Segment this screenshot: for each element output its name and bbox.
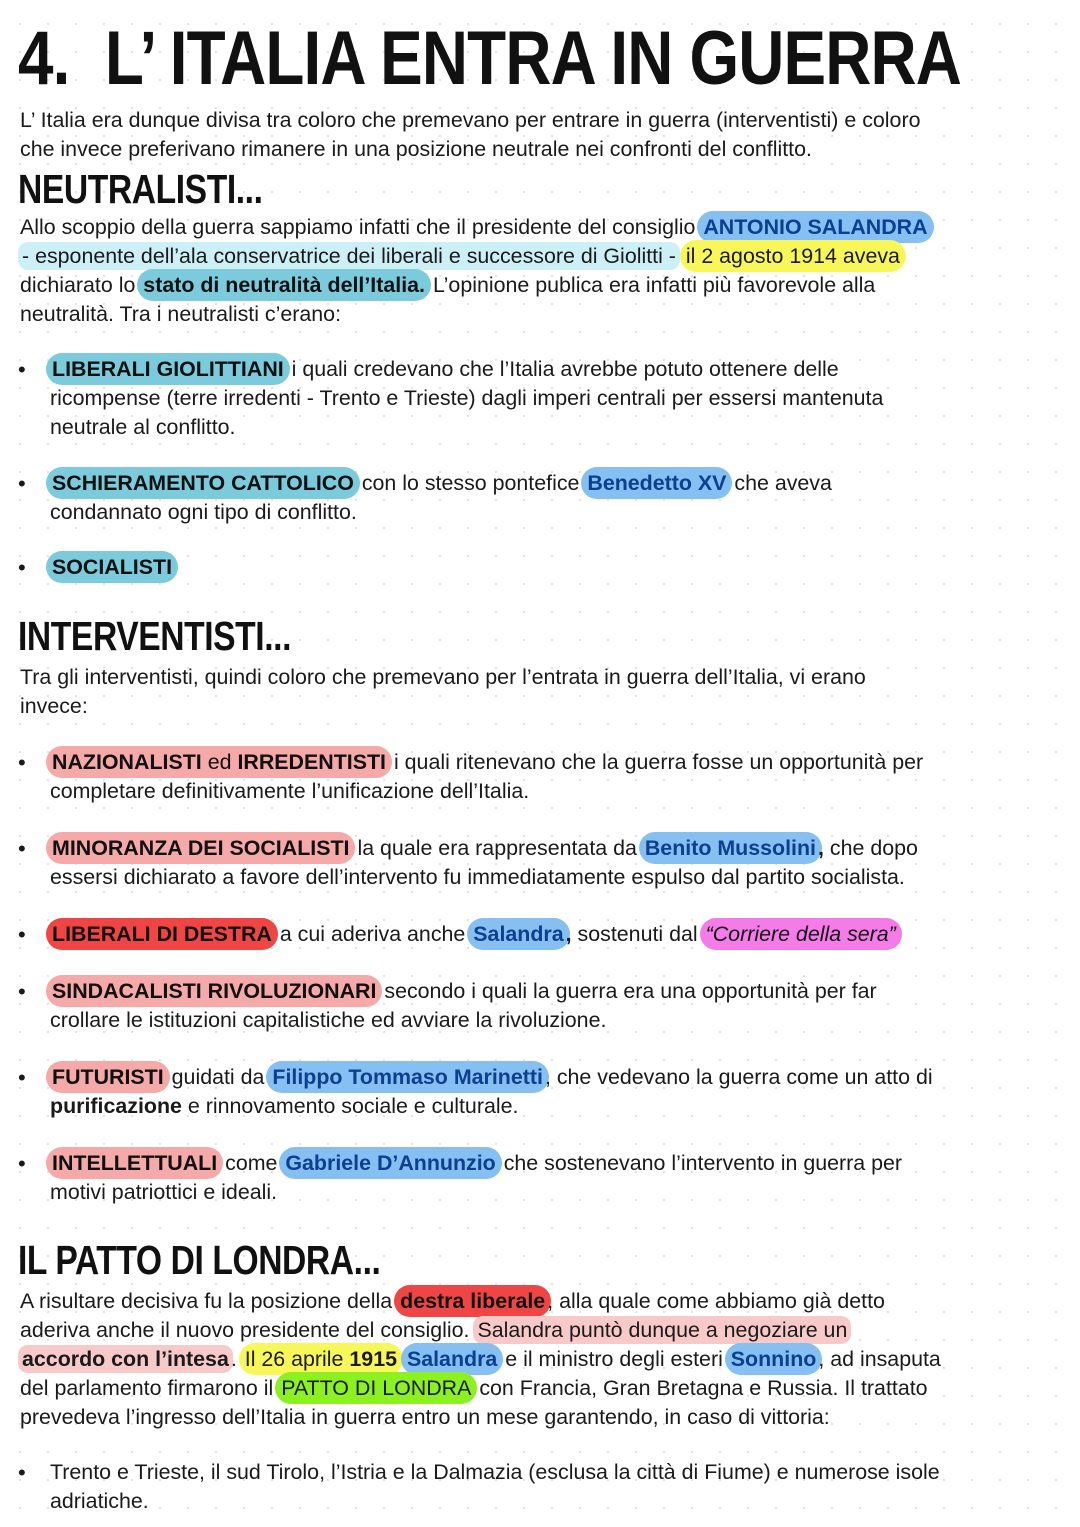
intro-line-2: che invece preferivano rimanere in una posizione neutrale nei confronti del conflitto. (20, 137, 812, 161)
londra-text: . (230, 1347, 237, 1371)
bullet-dot: • (18, 555, 26, 580)
bullet-dot: • (18, 357, 26, 382)
highlight-corriere-della-sera: “Corriere della sera” (700, 918, 902, 950)
bullet-dot: • (18, 922, 26, 947)
bullet-dot: • (18, 1151, 26, 1176)
item-text: motivi patriottici e ideali. (50, 1180, 278, 1204)
item-text: sostenuti dal (577, 922, 698, 946)
highlight-salandra-londra: Salandra (401, 1343, 503, 1375)
highlight-antonio-salandra: ANTONIO SALANDRA (697, 211, 933, 243)
date-year: 1915 (349, 1347, 397, 1371)
label-irredentisti: IRREDENTISTI (237, 750, 386, 774)
item-text: a cui aderiva anche (279, 922, 466, 946)
neutralisti-heading: NEUTRALISTI... (18, 166, 263, 212)
patto-londra-heading: IL PATTO DI LONDRA... (18, 1237, 381, 1283)
item-text: , che vedevano la guerra come un atto di (544, 1065, 933, 1089)
list-item (18, 469, 1060, 527)
intro-paragraph (20, 106, 1070, 164)
highlight-accordo-intesa: accordo con l’intesa (18, 1345, 233, 1373)
neutralisti-paragraph (20, 213, 1070, 329)
highlight-futuristi: FUTURISTI (46, 1061, 170, 1093)
neutralisti-text-3b: L’opinione publica era infatti più favorevole alla (432, 273, 876, 297)
londra-text: e il ministro degli esteri (505, 1347, 723, 1371)
highlight-nazionalisti-irredentisti (46, 746, 392, 778)
item-text: ricompense (terre irredenti - Trento e Trieste) dagli imperi centrali per essersi mantenuta (50, 386, 884, 410)
londra-text: con Francia, Gran Bretagna e Russia. Il trattato (479, 1376, 928, 1400)
londra-text: del parlamento firmarono il (20, 1376, 274, 1400)
item-text: i quali credevano che l’Italia avrebbe potuto ottenere delle (291, 357, 839, 381)
highlight-patto-di-londra: PATTO DI LONDRA (275, 1372, 477, 1404)
highlight-dannunzio: Gabriele D’Annunzio (279, 1147, 501, 1179)
highlight-socialisti: SOCIALISTI (46, 551, 178, 583)
item-text: e rinnovamento sociale e culturale. (187, 1094, 519, 1118)
item-text: secondo i quali la guerra era una opportunità per far (384, 979, 877, 1003)
item-text: neutrale al conflitto. (50, 415, 236, 439)
item-text: essersi dichiarato a favore dell’intervento fu immediatamente espulso dal partito socialista. (50, 865, 905, 889)
londra-text: prevedeva l’ingresso dell’Italia in guerra entro un mese garantendo, in caso di vittoria: (20, 1405, 830, 1429)
highlight-date-1914: il 2 agosto 1914 aveva (680, 240, 906, 272)
londra-text: , ad insaputa (818, 1347, 941, 1371)
title-number: 4. (18, 16, 70, 101)
highlight-destra-liberale: destra liberale (394, 1285, 551, 1317)
list-item (18, 834, 1060, 892)
bullet-dot: • (18, 1460, 26, 1485)
highlight-minoranza-socialisti: MINORANZA DEI SOCIALISTI (46, 832, 355, 864)
label-nazionalisti: NAZIONALISTI (52, 750, 202, 774)
item-text: adriatiche. (50, 1489, 149, 1513)
list-item (18, 355, 1060, 442)
interventisti-paragraph (20, 663, 1070, 721)
label-ed: ed (207, 750, 232, 774)
list-item (18, 1063, 1060, 1121)
title-text: L’ ITALIA ENTRA IN GUERRA (104, 16, 962, 101)
highlight-sindacalisti-rivoluzionari: SINDACALISTI RIVOLUZIONARI (46, 975, 382, 1007)
item-bold-purificazione: purificazione (50, 1094, 182, 1118)
neutralisti-text-1: Allo scoppio della guerra sappiamo infatti che il presidente del consiglio (20, 215, 696, 239)
item-text: guidati da (171, 1065, 265, 1089)
item-text: Trento e Trieste, il sud Tirolo, l’Istria e la Dalmazia (esclusa la città di Fiume) e numerose isole (50, 1460, 940, 1484)
bullet-dot: • (18, 1065, 26, 1090)
interventisti-text-1: Tra gli interventisti, quindi coloro che premevano per l’entrata in guerra dell’Italia, vi erano (20, 665, 866, 689)
item-text: che sostenevano l’intervento in guerra per (503, 1151, 903, 1175)
interventisti-heading: INTERVENTISTI... (18, 613, 292, 659)
intro-line-1: L’ Italia era dunque divisa tra coloro che premevano per entrare in guerra (interventisti) e coloro (20, 108, 921, 132)
highlight-benito-mussolini: Benito Mussolini (639, 832, 822, 864)
item-comma: , (565, 922, 572, 946)
highlight-salandra: Salandra (467, 918, 569, 950)
patto-londra-paragraph (20, 1287, 1070, 1432)
bullet-dot: • (18, 979, 26, 1004)
item-text: completare definitivamente l’unificazione dell’Italia. (50, 779, 530, 803)
highlight-date-1915 (239, 1343, 403, 1375)
item-text: come (225, 1151, 278, 1175)
list-item (18, 977, 1060, 1035)
list-item (18, 920, 1060, 949)
highlight-stato-neutralita: stato di neutralità dell’Italia. (137, 269, 431, 301)
highlight-sonnino: Sonnino (725, 1343, 823, 1375)
highlight-salandra-description: - esponente dell’ala conservatrice dei liberali e successore di Giolitti - (18, 242, 680, 270)
item-text: con lo stesso pontefice (361, 471, 580, 495)
page-title (18, 16, 961, 102)
interventisti-text-2: invece: (20, 694, 88, 718)
highlight-liberali-giolittiani: LIBERALI GIOLITTIANI (46, 353, 290, 385)
item-text: condannato ogni tipo di conflitto. (50, 500, 357, 524)
list-item (18, 553, 1060, 582)
list-item (18, 1149, 1060, 1207)
bullet-dot: • (18, 471, 26, 496)
list-item (18, 1458, 1060, 1516)
highlight-schieramento-cattolico: SCHIERAMENTO CATTOLICO (46, 467, 360, 499)
item-comma: , (818, 836, 824, 860)
item-text: i quali ritenevano che la guerra fosse un opportunità per (393, 750, 924, 774)
item-text: che aveva (734, 471, 832, 495)
highlight-negoziare: Salandra puntò dunque a negoziare un (473, 1316, 851, 1344)
item-text: la quale era rappresentata da (357, 836, 637, 860)
londra-text: , alla quale come abbiamo già detto (547, 1289, 885, 1313)
item-text: crollare le istituzioni capitalistiche ed avviare la rivoluzione. (50, 1008, 607, 1032)
highlight-intellettuali: INTELLETTUALI (46, 1147, 223, 1179)
list-item (18, 748, 1060, 806)
highlight-marinetti: Filippo Tommaso Marinetti (266, 1061, 549, 1093)
neutralisti-text-3a: dichiarato lo (20, 273, 136, 297)
item-text: che dopo (829, 836, 918, 860)
highlight-liberali-di-destra: LIBERALI DI DESTRA (46, 918, 278, 950)
neutralisti-text-4: neutralità. Tra i neutralisti c’erano: (20, 302, 342, 326)
date-text: Il 26 aprile (244, 1347, 344, 1371)
bullet-dot: • (18, 750, 26, 775)
bullet-dot: • (18, 836, 26, 861)
londra-text: aderiva anche il nuovo presidente del consiglio. (20, 1318, 470, 1342)
highlight-benedetto-xv: Benedetto XV (581, 467, 732, 499)
londra-text: A risultare decisiva fu la posizione della (20, 1289, 393, 1313)
